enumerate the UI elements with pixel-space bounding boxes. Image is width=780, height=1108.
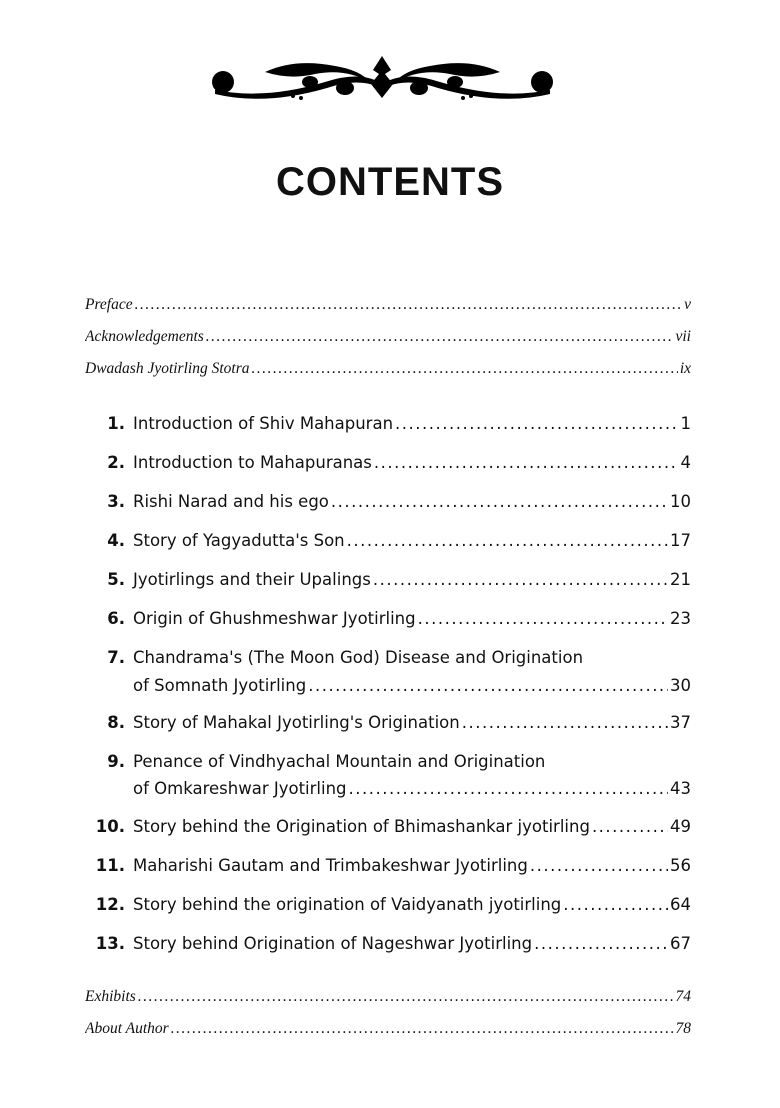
toc-entry-about-author[interactable] — [85, 1020, 691, 1038]
toc-chapter-2[interactable] — [85, 453, 691, 472]
toc-entry-exhibits[interactable] — [85, 988, 691, 1006]
toc-chapter-6[interactable] — [85, 609, 691, 628]
toc-entry-acknowledgements[interactable] — [85, 328, 691, 346]
toc-page: 56 — [670, 856, 691, 875]
toc-page: 17 — [670, 531, 691, 550]
dot-leader — [308, 676, 668, 695]
toc-page: 78 — [675, 1020, 691, 1037]
dot-leader — [138, 988, 674, 1006]
toc-page: 1 — [680, 414, 691, 433]
dot-leader — [206, 328, 674, 346]
chapter-number: 13. — [95, 934, 125, 953]
toc-chapter-4[interactable] — [85, 531, 691, 550]
toc-label-line1: Penance of Vindhyachal Mountain and Origination — [133, 752, 546, 771]
toc-chapter-13[interactable] — [85, 934, 691, 953]
toc-label: Exhibits — [85, 988, 136, 1005]
toc-label: Story behind the origination of Vaidyanath jyotirling — [133, 895, 562, 914]
toc-label: About Author — [85, 1020, 169, 1037]
toc-label: Story behind the Origination of Bhimashankar jyotirling — [133, 817, 590, 836]
toc-label: Rishi Narad and his ego — [133, 492, 329, 511]
toc-chapter-12[interactable] — [85, 895, 691, 914]
toc-label: Acknowledgements — [85, 328, 204, 345]
toc-label: Story of Yagyadutta's Son — [133, 531, 345, 550]
toc-chapter-10[interactable] — [85, 817, 691, 836]
chapter-number: 6. — [107, 609, 125, 628]
toc-page: 23 — [670, 609, 691, 628]
toc-label: Preface — [85, 296, 133, 313]
dot-leader — [347, 531, 668, 550]
dot-leader — [534, 934, 668, 953]
toc-label: Maharishi Gautam and Trimbakeshwar Jyotirling — [133, 856, 528, 875]
toc-label: Introduction to Mahapuranas — [133, 453, 372, 472]
chapter-number: 1. — [107, 414, 125, 433]
dot-leader — [373, 570, 668, 589]
chapter-number: 7. — [107, 648, 125, 667]
toc-label: Introduction of Shiv Mahapuran — [133, 414, 394, 433]
ornament-divider-icon — [205, 52, 560, 107]
toc-label: Dwadash Jyotirling Stotra — [85, 360, 250, 377]
toc-chapter-1[interactable] — [85, 414, 691, 433]
toc-chapter-7-line1[interactable] — [85, 648, 691, 667]
dot-leader — [349, 779, 668, 798]
toc-entry-preface[interactable] — [85, 296, 691, 314]
toc-page: 30 — [670, 676, 691, 695]
toc-page: 67 — [670, 934, 691, 953]
dot-leader — [418, 609, 668, 628]
toc-page: 49 — [670, 817, 691, 836]
toc-page: 21 — [670, 570, 691, 589]
dot-leader — [135, 296, 682, 314]
chapter-number: 8. — [107, 713, 125, 732]
toc-chapter-3[interactable] — [85, 492, 691, 511]
toc-page: 37 — [670, 713, 691, 732]
toc-label: Origin of Ghushmeshwar Jyotirling — [133, 609, 416, 628]
dot-leader — [171, 1020, 674, 1038]
dot-leader — [374, 453, 679, 472]
dot-leader — [331, 492, 668, 511]
toc-label-line1: Chandrama's (The Moon God) Disease and Origination — [133, 648, 584, 667]
toc-label: Story of Mahakal Jyotirling's Origination — [133, 713, 460, 732]
toc-chapter-9[interactable] — [85, 779, 691, 798]
dot-leader — [563, 895, 668, 914]
toc-chapter-9-line1[interactable] — [85, 752, 691, 771]
toc-label: of Somnath Jyotirling — [133, 676, 307, 695]
toc-page: 64 — [670, 895, 691, 914]
toc-page: ix — [679, 360, 691, 377]
chapter-number: 10. — [95, 817, 125, 836]
chapter-number: 9. — [107, 752, 125, 771]
chapter-number: 12. — [95, 895, 125, 914]
toc-page: 4 — [680, 453, 691, 472]
chapter-number: 5. — [107, 570, 125, 589]
toc-chapter-5[interactable] — [85, 570, 691, 589]
dot-leader — [395, 414, 678, 433]
toc-label: Jyotirlings and their Upalings — [133, 570, 371, 589]
toc-label: of Omkareshwar Jyotirling — [133, 779, 347, 798]
toc-page: vii — [675, 328, 691, 345]
toc-page: 10 — [670, 492, 691, 511]
chapter-number: 3. — [107, 492, 125, 511]
toc-page: v — [684, 296, 691, 313]
chapter-number: 11. — [95, 856, 125, 875]
toc-page: 43 — [670, 779, 691, 798]
toc-chapter-7[interactable] — [85, 676, 691, 695]
toc-label: Story behind Origination of Nageshwar Jyotirling — [133, 934, 533, 953]
chapter-number: 4. — [107, 531, 125, 550]
chapter-number: 2. — [107, 453, 125, 472]
toc-entry-stotra[interactable] — [85, 360, 691, 378]
page-title: CONTENTS — [276, 160, 504, 204]
dot-leader — [592, 817, 668, 836]
dot-leader — [251, 360, 677, 378]
toc-chapter-11[interactable] — [85, 856, 691, 875]
toc-page: 74 — [675, 988, 691, 1005]
toc-chapter-8[interactable] — [85, 713, 691, 732]
dot-leader — [530, 856, 668, 875]
dot-leader — [462, 713, 668, 732]
